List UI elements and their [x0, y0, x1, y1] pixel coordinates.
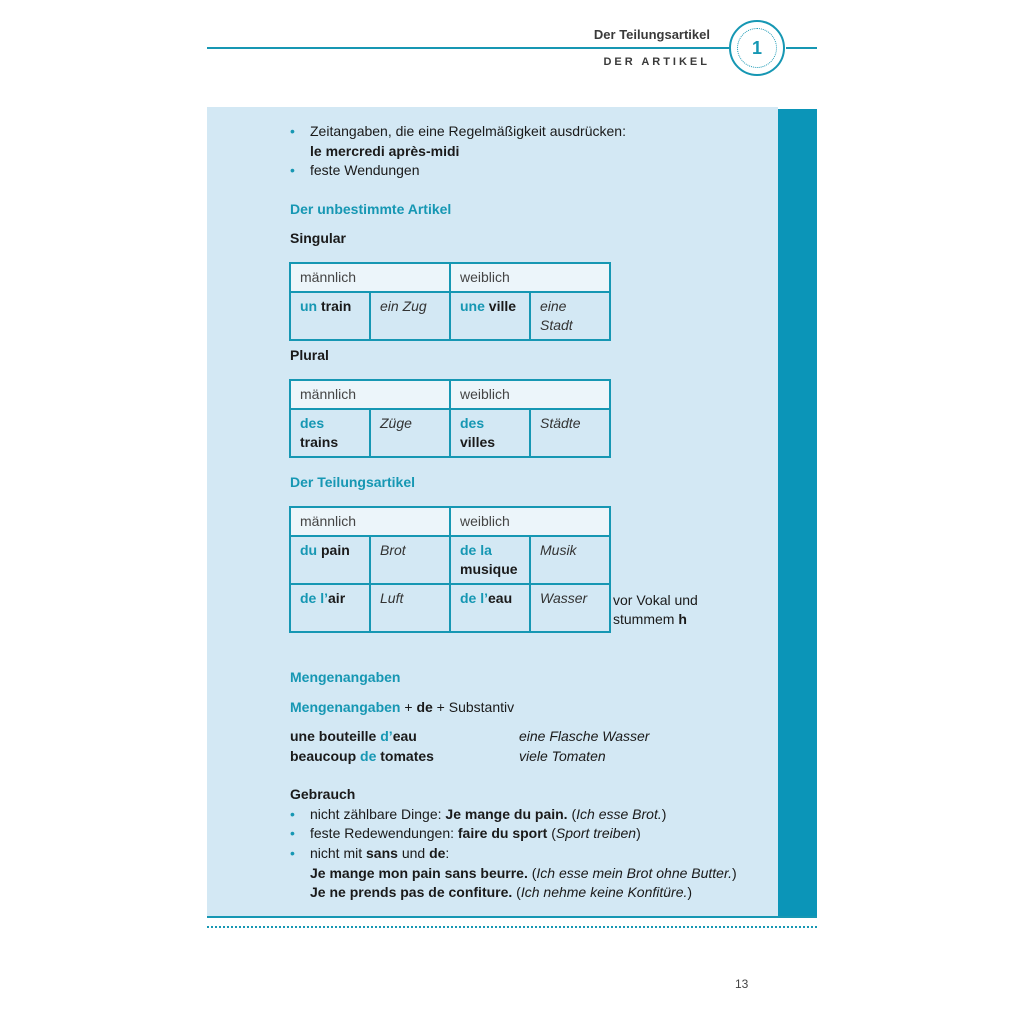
cell-article: des trains — [290, 409, 370, 457]
col-weiblich: weiblich — [450, 507, 610, 536]
bullet-icon: • — [290, 123, 295, 139]
cell-translation: Städte — [530, 409, 610, 457]
chapter-badge — [729, 20, 785, 76]
bullet-example: le mercredi après-midi — [310, 143, 460, 159]
heading-unbestimmt: Der unbestimmte Artikel — [290, 201, 452, 217]
cell-article: du pain — [290, 536, 370, 584]
plural-table — [289, 379, 611, 458]
heading-gebrauch: Gebrauch — [290, 786, 356, 802]
mengen-translation: viele Tomaten — [519, 748, 606, 764]
note-stumm: stummem h — [613, 611, 687, 627]
cell-translation: eine Stadt — [530, 292, 610, 340]
singular-table — [289, 262, 611, 341]
bullet-icon: • — [290, 162, 295, 178]
label-singular: Singular — [290, 230, 347, 246]
cell-translation: Musik — [530, 536, 610, 584]
mengen-translation: eine Flasche Wasser — [519, 728, 650, 744]
bullet-text: Zeitangaben, die eine Regelmäßigkeit ausdrücken: — [310, 123, 626, 139]
bullet-icon: • — [290, 806, 295, 822]
cell-article: de la musique — [450, 536, 530, 584]
teilung-table — [289, 506, 611, 633]
header-rule-right — [786, 47, 817, 49]
cell-article: une ville — [450, 292, 530, 340]
cell-translation: ein Zug — [370, 292, 450, 340]
heading-mengen: Mengenangaben — [290, 669, 401, 685]
cell-translation: Wasser — [530, 584, 610, 632]
gebrauch-bullet: nicht mit sans und de: — [310, 845, 450, 861]
gebrauch-example: Je ne prends pas de confiture. (Ich nehme keine Konfitüre.) — [310, 884, 693, 900]
section-title: DER ARTIKEL — [603, 56, 710, 68]
header-rule — [207, 47, 729, 49]
bullet-icon: • — [290, 825, 295, 841]
bullet-text: feste Wendungen — [310, 162, 420, 178]
label-plural: Plural — [290, 347, 329, 363]
note-vokal: vor Vokal und — [613, 592, 698, 608]
panel-rule — [207, 916, 817, 918]
gebrauch-bullet: nicht zählbare Dinge: Je mange du pain. (Ich esse Brot.) — [310, 806, 667, 822]
bullet-icon: • — [290, 845, 295, 861]
mengen-formula: Mengenangaben + de + Substantiv — [290, 699, 515, 715]
col-maennlich: männlich — [290, 263, 450, 292]
cell-article: un train — [290, 292, 370, 340]
cell-translation: Brot — [370, 536, 450, 584]
gebrauch-bullet: feste Redewendungen: faire du sport (Sport treiben) — [310, 825, 641, 841]
gebrauch-example: Je mange mon pain sans beurre. (Ich esse mein Brot ohne Butter.) — [310, 865, 737, 881]
side-bar — [778, 109, 817, 917]
col-weiblich: weiblich — [450, 263, 610, 292]
running-title: Der Teilungsartikel — [593, 27, 710, 42]
cell-translation: Züge — [370, 409, 450, 457]
col-weiblich: weiblich — [450, 380, 610, 409]
dotted-rule — [207, 926, 817, 928]
cell-translation: Luft — [370, 584, 450, 632]
chapter-number: 1 — [737, 28, 777, 68]
col-maennlich: männlich — [290, 507, 450, 536]
mengen-example: beaucoup de tomates — [290, 748, 434, 764]
heading-teilung: Der Teilungsartikel — [290, 474, 416, 490]
col-maennlich: männlich — [290, 380, 450, 409]
page-number: 13 — [735, 977, 749, 991]
cell-article: de l’air — [290, 584, 370, 632]
mengen-example: une bouteille d’eau — [290, 728, 417, 744]
cell-article: de l’eau — [450, 584, 530, 632]
cell-article: des villes — [450, 409, 530, 457]
